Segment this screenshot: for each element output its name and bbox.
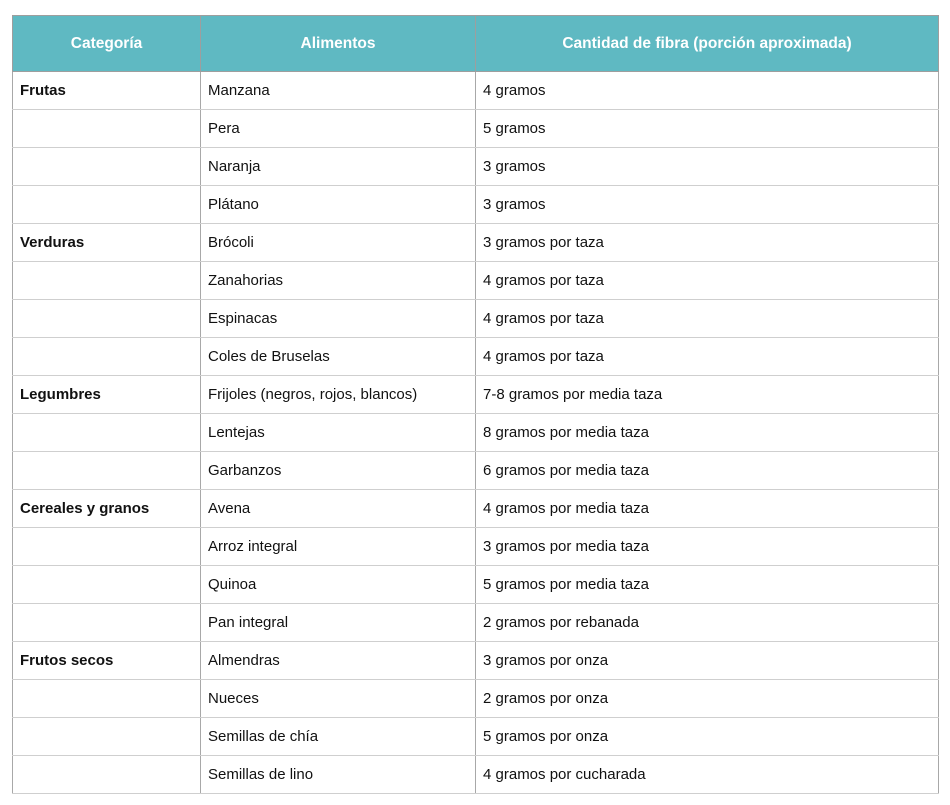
category-cell <box>13 338 201 376</box>
food-cell: Pera <box>201 110 476 148</box>
table-row <box>13 300 939 338</box>
fiber-amount-cell: 3 gramos por onza <box>476 642 939 680</box>
category-cell <box>13 756 201 794</box>
table-row <box>13 566 939 604</box>
food-cell: Brócoli <box>201 224 476 262</box>
table-row <box>13 452 939 490</box>
category-cell <box>13 452 201 490</box>
category-cell <box>13 566 201 604</box>
header-cell-alimentos: Alimentos <box>201 16 476 72</box>
table-row <box>13 680 939 718</box>
food-cell: Lentejas <box>201 414 476 452</box>
fiber-amount-cell: 4 gramos <box>476 72 939 110</box>
fiber-amount-cell: 5 gramos por media taza <box>476 566 939 604</box>
category-cell <box>13 718 201 756</box>
category-cell <box>13 680 201 718</box>
header-row <box>13 16 939 72</box>
category-cell: Frutas <box>13 72 201 110</box>
fiber-amount-cell: 3 gramos <box>476 148 939 186</box>
fiber-amount-cell: 8 gramos por media taza <box>476 414 939 452</box>
food-cell: Coles de Bruselas <box>201 338 476 376</box>
fiber-amount-cell: 4 gramos por cucharada <box>476 756 939 794</box>
category-cell <box>13 186 201 224</box>
food-cell: Nueces <box>201 680 476 718</box>
fiber-amount-cell: 5 gramos <box>476 110 939 148</box>
fiber-amount-cell: 4 gramos por taza <box>476 262 939 300</box>
food-cell: Semillas de lino <box>201 756 476 794</box>
category-cell <box>13 528 201 566</box>
table-row <box>13 528 939 566</box>
fiber-amount-cell: 4 gramos por taza <box>476 338 939 376</box>
food-cell: Pan integral <box>201 604 476 642</box>
table-row <box>13 414 939 452</box>
table-row <box>13 604 939 642</box>
fiber-amount-cell: 5 gramos por onza <box>476 718 939 756</box>
food-cell: Arroz integral <box>201 528 476 566</box>
category-cell <box>13 300 201 338</box>
category-cell <box>13 110 201 148</box>
fiber-amount-cell: 3 gramos <box>476 186 939 224</box>
table-row <box>13 186 939 224</box>
table-row <box>13 376 939 414</box>
food-cell: Manzana <box>201 72 476 110</box>
fiber-amount-cell: 3 gramos por taza <box>476 224 939 262</box>
table-row <box>13 756 939 794</box>
table-row <box>13 338 939 376</box>
header-cell-cantidad-fibra: Cantidad de fibra (porción aproximada) <box>476 16 939 72</box>
fiber-amount-cell: 7-8 gramos por media taza <box>476 376 939 414</box>
table-header <box>13 16 939 72</box>
food-cell: Semillas de chía <box>201 718 476 756</box>
table-row <box>13 110 939 148</box>
food-cell: Avena <box>201 490 476 528</box>
fiber-table <box>12 15 939 794</box>
food-cell: Espinacas <box>201 300 476 338</box>
fiber-amount-cell: 4 gramos por media taza <box>476 490 939 528</box>
food-cell: Garbanzos <box>201 452 476 490</box>
category-cell: Verduras <box>13 224 201 262</box>
fiber-amount-cell: 2 gramos por rebanada <box>476 604 939 642</box>
table-row <box>13 718 939 756</box>
food-cell: Quinoa <box>201 566 476 604</box>
table-row <box>13 262 939 300</box>
table-row <box>13 642 939 680</box>
category-cell <box>13 148 201 186</box>
table-row <box>13 72 939 110</box>
fiber-amount-cell: 2 gramos por onza <box>476 680 939 718</box>
category-cell <box>13 604 201 642</box>
category-cell: Cereales y granos <box>13 490 201 528</box>
food-cell: Naranja <box>201 148 476 186</box>
category-cell <box>13 414 201 452</box>
header-cell-categoria: Categoría <box>13 16 201 72</box>
category-cell: Frutos secos <box>13 642 201 680</box>
category-cell: Legumbres <box>13 376 201 414</box>
table-row <box>13 224 939 262</box>
food-cell: Zanahorias <box>201 262 476 300</box>
fiber-amount-cell: 4 gramos por taza <box>476 300 939 338</box>
food-cell: Plátano <box>201 186 476 224</box>
fiber-amount-cell: 6 gramos por media taza <box>476 452 939 490</box>
table-row <box>13 490 939 528</box>
table-row <box>13 148 939 186</box>
fiber-amount-cell: 3 gramos por media taza <box>476 528 939 566</box>
food-cell: Almendras <box>201 642 476 680</box>
category-cell <box>13 262 201 300</box>
table-body <box>13 72 939 794</box>
food-cell: Frijoles (negros, rojos, blancos) <box>201 376 476 414</box>
